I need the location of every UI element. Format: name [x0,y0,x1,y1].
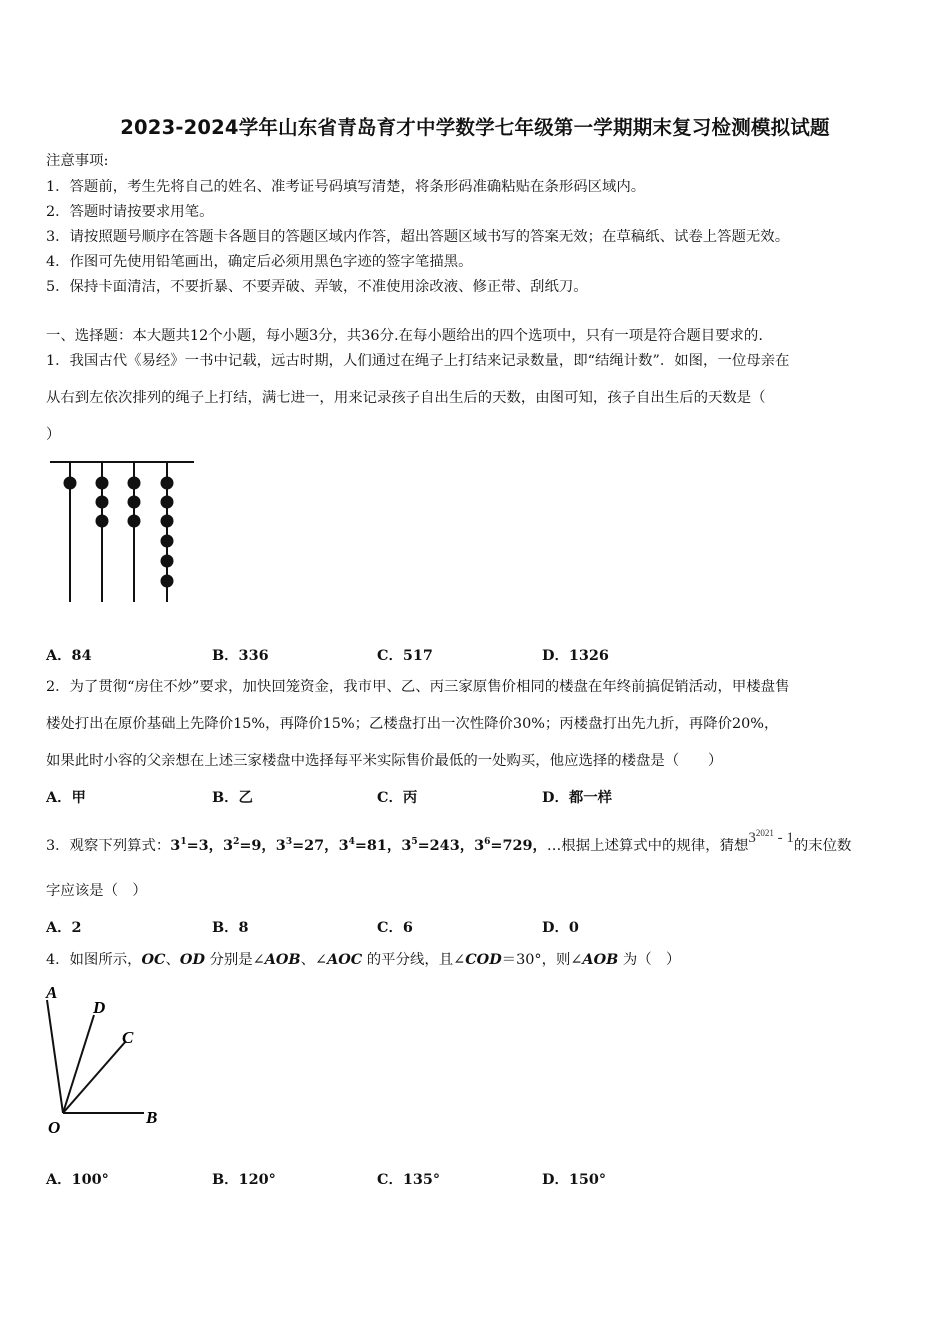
notice-item: 5．保持卡面清洁，不要折暴、不要弄破、弄皱，不准使用涂改液、修正带、刮纸刀。 [46,279,588,295]
notice-item: 4．作图可先使用铅笔画出，确定后必须用黑色字迹的签字笔描黑。 [46,254,473,270]
section-heading: 一、选择题：本大题共12个小题，每小题3分，共36分.在每小题给出的四个选项中，只有一项是符合题目要求的. [46,328,763,344]
angle-figure [40,978,180,1138]
label-c: C [122,1028,134,1047]
q2-option-a: A．甲 [46,789,86,806]
q1-option-a: A．84 [46,647,92,664]
notice-item: 2．答题时请按要求用笔。 [46,204,214,220]
notice-item: 3．请按照题号顺序在答题卡各题目的答题区域内作答，超出答题区域书写的答案无效；在草稿纸、试卷上答题无效。 [46,229,790,245]
question-1-text: 从右到左依次排列的绳子上打结，满七进一，用来记录孩子自出生后的天数，由图可知，孩子自出生后的天数是（ [46,390,766,406]
question-2-text: 楼处打出在原价基础上先降价15%，再降价15%；乙楼盘打出一次性降价30%；丙楼盘打出先九折，再降价20%， [46,716,779,732]
page-title: 2023-2024学年山东省青岛育才中学数学七年级第一学期期末复习检测模拟试题 [120,116,830,139]
q3-option-b: B．8 [212,919,249,936]
q1-option-c: C．517 [377,647,433,664]
q1-option-d: D．1326 [542,647,609,664]
q2-option-c: C．丙 [377,789,418,806]
question-1-text: ） [46,427,61,443]
q3-expression: $3^{2021} - 1$ [748,828,794,846]
question-1-text: 1．我国古代《易经》一书中记载，远古时期，人们通过在绳子上打结来记录数量，即“结绳计数”．如图，一位母亲在 [46,353,790,369]
label-a: A [46,983,58,1002]
q3-option-c: C．6 [377,919,413,936]
q3-option-a: A．2 [46,919,82,936]
question-3-text: 3．观察下列算式：$3^1=3$，$3^2=9$，$3^3=27$，$3^4=81$，$3^5=243$，$3^6=729$，…根据上述算式中的规律，猜想$3^{2021} - 1$的末位数 [46,828,852,854]
question-3-text: 字应该是（ ） [46,883,147,899]
label-b: B [146,1108,158,1127]
q3-option-d: D．0 [542,919,579,936]
knot-rope-figure [46,456,200,608]
question-2-text: 如果此时小容的父亲想在上述三家楼盘中选择每平米实际售价最低的一处购买，他应选择的楼盘是（ ） [46,753,723,769]
q1-option-b: B．336 [212,647,269,664]
q4-option-b: B．120° [212,1171,276,1188]
question-2-text: 2．为了贯彻“房住不炒”要求，加快回笼资金，我市甲、乙、丙三家原售价相同的楼盘在年终前搞促销活动，甲楼盘售 [46,679,790,695]
label-d: D [93,998,106,1017]
q2-option-b: B．乙 [212,789,253,806]
q2-option-d: D．都一样 [542,789,613,806]
q4-option-c: C．135° [377,1171,441,1188]
question-4-text: 4．如图所示，OC、OD 分别是∠AOB、∠AOC 的平分线，且∠COD＝30°，则∠AOB 为（ ） [46,951,681,968]
q4-option-d: D．150° [542,1171,607,1188]
notice-heading: 注意事项: [46,153,109,169]
q4-option-a: A．100° [46,1171,109,1188]
label-o: O [48,1118,61,1137]
notice-item: 1．答题前，考生先将自己的姓名、准考证号码填写清楚，将条形码准确粘贴在条形码区域内。 [46,179,646,195]
